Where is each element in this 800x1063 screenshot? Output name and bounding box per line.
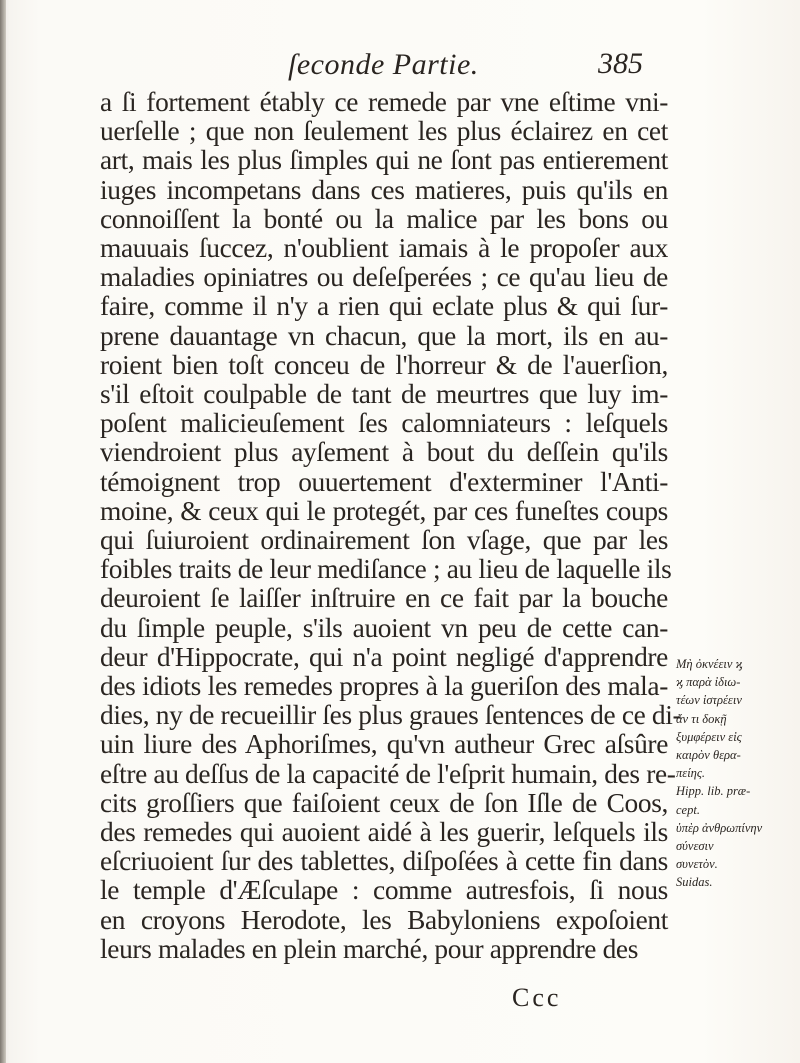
text-line: uin liure des Aphoriſmes, qu'vn autheur Grec aſsûre: [100, 729, 668, 760]
text-line: leurs malades en plein marché, pour apprendre des: [100, 933, 639, 964]
margin-note-line: ἄν τι δοκῇ: [676, 711, 727, 726]
margin-note-line: ϗ παρὰ ἰδιω-: [676, 675, 741, 690]
text-line: art, mais les plus ſimples qui ne ſont pas entierement: [100, 145, 668, 176]
text-line: maladies opiniatres ou deſeſperées ; ce qu'au lieu de: [100, 262, 668, 293]
text-line: témoignent trop ouuertement d'exterminer l'Anti-: [100, 466, 668, 497]
text-line: roient bien toſt conceu de l'horreur & de l'auerſion,: [100, 349, 668, 380]
text-line: uerſelle ; que non ſeulement les plus éclairez en cet: [100, 116, 668, 147]
text-line: cits groſſiers que faiſoient ceux de ſon Iſle de Coos,: [100, 787, 668, 818]
text-line: qui ſuiuroient ordinairement ſon vſage, que par les: [100, 525, 668, 556]
margin-note-line: πείης.: [676, 766, 706, 781]
text-line: des idiots les remedes propres à la gueriſon des mala-: [100, 671, 668, 702]
text-line: en croyons Herodote, les Babyloniens expoſoient: [100, 904, 668, 935]
page-spine-shadow: [0, 0, 6, 1063]
margin-note-line: ξυμφέρειν εἰς: [676, 729, 742, 744]
text-line: s'il eſtoit coulpable de tant de meurtres que luy im-: [100, 379, 668, 410]
text-line: iuges incompetans dans ces matieres, puis qu'ils en: [100, 174, 668, 205]
page-number: 385: [598, 47, 643, 80]
margin-note-line: τέων ἱστρέειν: [676, 693, 742, 708]
margin-note-line: Suidas.: [676, 875, 713, 890]
text-line: eſtre au deſſus de la capacité de l'eſprit humain, des re-: [100, 758, 676, 789]
text-line: faire, comme il n'y a rien qui eclate plus & qui ſur-: [100, 291, 668, 322]
margin-note-line: cept.: [676, 802, 700, 817]
printer-signature-mark: Ccc: [512, 983, 562, 1012]
text-line: poſent malicieuſement ſes calomniateurs : leſquels: [100, 408, 668, 439]
text-line: le temple d'Æſculape : comme autresfois, ſi nous: [100, 875, 668, 906]
marginal-note: [676, 655, 794, 892]
margin-note-line: Hipp. lib. præ-: [676, 784, 751, 799]
text-line: eſcriuoient ſur des tablettes, diſpoſées à cette fin dans: [100, 846, 668, 877]
text-line: deuroient ſe laiſſer inſtruire en ce fait par la bouche: [100, 583, 668, 614]
margin-note-line: συνετὸν.: [676, 857, 718, 872]
text-line: a ſi fortement étably ce remede par vne eſtime vni-: [100, 87, 668, 117]
margin-note-line: ὑπὲρ ἀνθρωπίνην: [676, 820, 763, 835]
body-text-block: [100, 87, 682, 964]
text-line: deur d'Hippocrate, qui n'a point negligé d'apprendre: [100, 641, 668, 672]
text-line: du ſimple peuple, s'ils auoient vn peu de cette can-: [100, 612, 668, 643]
text-line: prene dauantage vn chacun, que la mort, ils en au-: [100, 320, 668, 351]
text-line: des remedes qui auoient aidé à les guerir, leſquels ils: [100, 817, 668, 848]
margin-note-line: σύνεσιν: [676, 839, 714, 854]
text-line: dies, ny de recueillir ſes plus graues ſentences de ce di-: [100, 700, 682, 731]
text-line: viendroient plus ayſement à bout du deſſein qu'ils: [100, 437, 668, 468]
text-line: moine, & ceux qui le protegét, par ces funeſtes coups: [100, 495, 668, 526]
margin-note-line: Μὴ ὀκνέειν ϗ: [676, 657, 743, 671]
text-line: foibles traits de leur mediſance ; au lieu de laquelle ils: [100, 554, 672, 585]
text-line: mauuais ſuccez, n'oublient iamais à le propoſer aux: [100, 233, 668, 264]
text-line: connoiſſent la bonté ou la malice par les bons ou: [100, 203, 668, 234]
margin-note-line: καιρὸν θερα-: [676, 748, 741, 763]
running-header-title: ſeconde Partie.: [288, 48, 479, 81]
